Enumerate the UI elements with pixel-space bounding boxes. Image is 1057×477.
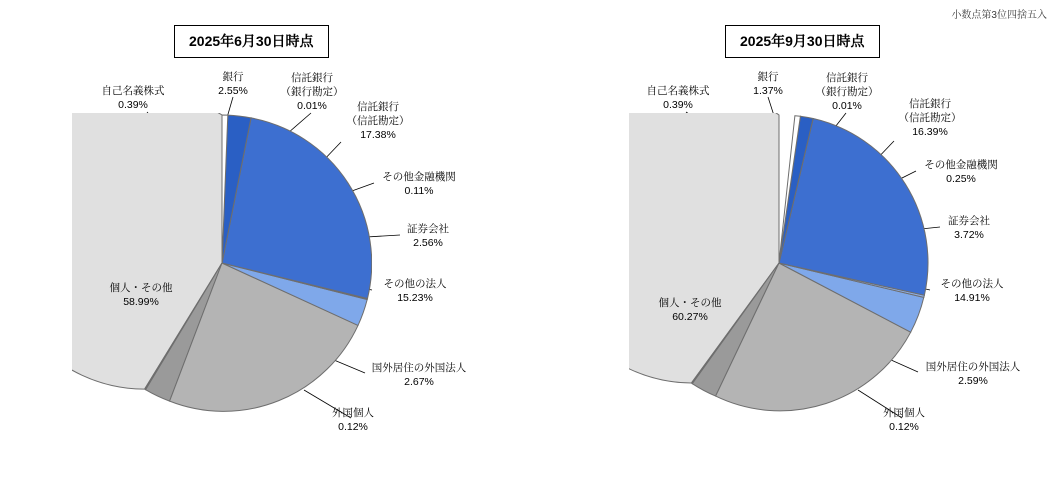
slice-label-individuals-left: 個人・その他 58.99% [109, 282, 173, 308]
slice-label-bank-right: 銀行 1.37% [753, 71, 783, 97]
pie-svg-left [72, 113, 372, 413]
slice-label-bank-left: 銀行 2.55% [218, 71, 248, 97]
slice-label-other-corporations-right: その他の法人 14.91% [940, 278, 1004, 304]
slice-label-foreign-individuals-left: 外国個人 0.12% [332, 407, 374, 433]
slice-label-other-corporations-left: その他の法人 15.23% [383, 278, 447, 304]
slice-label-foreign-individuals-right: 外国個人 0.12% [883, 407, 925, 433]
slice-label-individuals-right: 個人・その他 60.27% [658, 297, 722, 323]
slice-label-foreign-corporations-left: 国外居住の外国法人 2.67% [371, 362, 467, 388]
slice-label-other-financial-left: その他金融機関 0.11% [382, 171, 456, 197]
slice-label-securities-right: 証券会社 3.72% [948, 215, 990, 241]
chart-title-right: 2025年9月30日時点 [725, 25, 880, 58]
chart-panel-right [528, 0, 1056, 477]
chart-panel-left [0, 0, 528, 477]
slice-label-treasury-right: 自己名義株式 0.39% [646, 85, 710, 111]
rounding-note: 小数点第3位四捨五入 [951, 10, 1047, 21]
slice-label-trust-trust-left: 信託銀行 （信託勘定） 17.38% [346, 101, 410, 141]
slice-label-treasury-left: 自己名義株式 0.39% [101, 85, 165, 111]
slice-label-trust-trust-right: 信託銀行 （信託勘定） 16.39% [898, 98, 962, 138]
pie-chart-left [72, 113, 372, 413]
pie-svg-right [629, 113, 929, 413]
slice-label-trust-banking-right: 信託銀行 （銀行勘定） 0.01% [815, 72, 879, 112]
slice-label-other-financial-right: その他金融機関 0.25% [924, 159, 998, 185]
slice-label-foreign-corporations-right: 国外居住の外国法人 2.59% [925, 361, 1021, 387]
slice-label-securities-left: 証券会社 2.56% [407, 223, 449, 249]
chart-title-left: 2025年6月30日時点 [174, 25, 329, 58]
pie-chart-right [629, 113, 929, 413]
slice-label-trust-banking-left: 信託銀行 （銀行勘定） 0.01% [280, 72, 344, 112]
